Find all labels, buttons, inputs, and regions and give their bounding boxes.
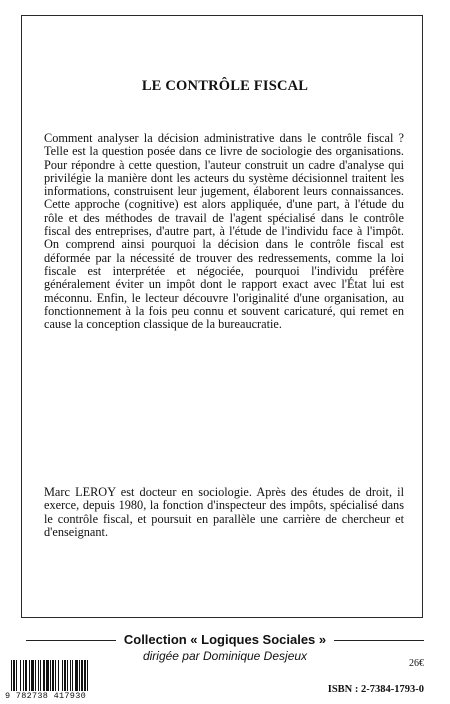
author-bio: Marc LEROY est docteur en sociologie. Après des études de droit, il exerce, depuis 1980, la fonction d'inspecteur des impôts, spécialisé dans le contrôle fiscal, et poursuit en parallèle une carrière de chercheur et d'enseignant. [44,485,404,539]
book-description: Comment analyser la décision administrative dans le contrôle fiscal ? Telle est la question posée dans ce livre de sociologie des organisations. Pour répondre à cette question, l'auteur construit un cadre d'analyse qui privilégie la manière dont les acteurs du système décisionnel traitent les informations, construisent leur jugement, élaborent leurs connaissances. Cette approche (cognitive) est alors appliquée, d'une part, à l'étude du rôle et des méthodes de travail de l'agent spécialisé dans le contrôle fiscal des entreprises, d'autre part, à l'étude de l'individu face à l'impôt. On comprend ainsi pourquoi la décision dans le contrôle fiscal est déformée par la nécessité de trouver des redressements, comme la loi fiscale est interprétée et négociée, pourquoi l'individu préfère généralement éviter un impôt dont le rapport exact avec l'État lui est méconnu. Enfin, le lecteur découvre l'originalité d'une organisation, au fonctionnement à la fois peu connu et souvent caricaturé, qui remet en cause la conception classique de la bureaucratie. [44,131,404,332]
collection-rule-left [26,640,116,641]
collection-line [0,632,450,647]
barcode-bar [64,660,66,692]
barcode-bar [67,660,68,692]
barcode-bar [23,660,24,692]
barcode-bar [35,660,36,692]
barcode-bar [75,660,78,692]
barcode-bar [84,660,86,692]
barcode-bar [40,660,41,692]
barcode-bar [46,660,49,692]
barcode-bar [16,660,17,692]
barcode-bar [79,660,80,692]
barcode-bar [43,660,45,692]
barcode-bar [11,660,12,692]
book-title: LE CONTRÔLE FISCAL [141,78,309,94]
isbn-label: ISBN : 2-7384-1793-0 [327,684,424,695]
barcode-bar [25,660,27,692]
barcode-bar [81,660,83,692]
barcode-bar [50,660,51,692]
collection-rule-right [334,640,424,641]
price-label: 26€ [409,658,424,669]
barcode-bar [58,660,59,692]
collection-name: Collection « Logiques Sociales » [123,632,327,647]
barcode-bar [72,660,73,692]
barcode-bar [31,660,34,692]
barcode-digits: 9 782738 417930 [5,691,125,701]
barcode-bar [55,660,56,692]
barcode-bar [52,660,54,692]
barcode-bar [13,660,15,692]
barcode-bar [70,660,71,692]
barcode-bar [38,660,39,692]
barcode-icon [5,660,125,702]
barcode-bar [20,660,21,692]
barcode-bar [29,660,30,692]
barcode-bars [5,660,125,692]
barcode-bar [87,660,88,692]
collection-director: dirigée par Dominique Desjeux [142,649,308,663]
barcode-bar [62,660,63,692]
